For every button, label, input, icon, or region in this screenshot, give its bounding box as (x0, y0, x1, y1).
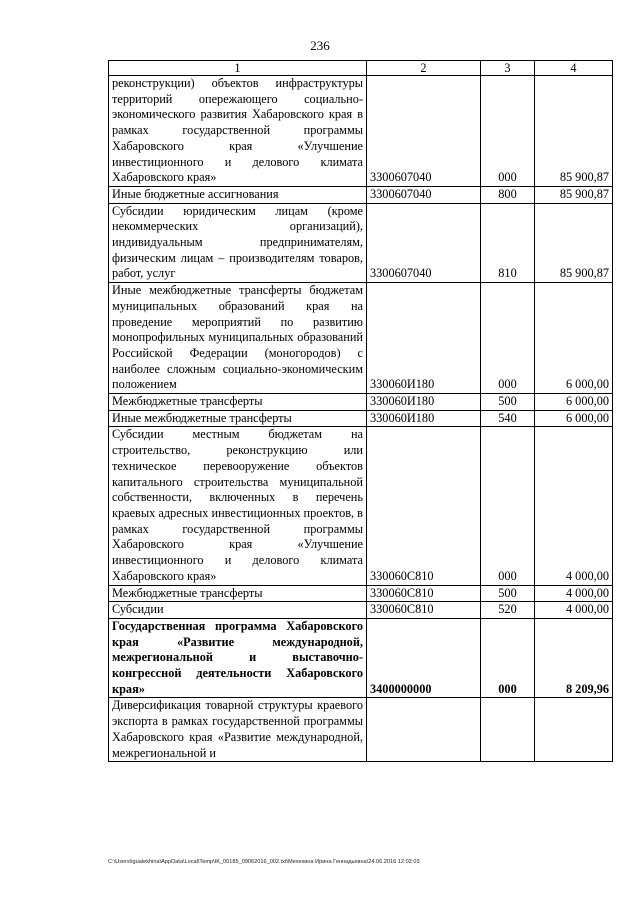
table-header-row (109, 61, 613, 76)
row-code: 3400000000 (367, 618, 481, 698)
row-name: реконструкции) объектов инфраструктуры территорий опережающего социально-экономического развития Хабаровского края в рамках государственной программы Хабаровского края «Улучшение инвестиционного и делового климата Хабаровского края» (109, 76, 367, 187)
row-expense-type (481, 698, 535, 762)
row-name: Субсидии (109, 602, 367, 619)
table-row (109, 76, 613, 187)
row-amount: 8 209,96 (535, 618, 613, 698)
row-code: 330060С810 (367, 427, 481, 585)
table-row (109, 283, 613, 394)
header-col-4: 4 (535, 61, 613, 76)
row-amount: 4 000,00 (535, 602, 613, 619)
budget-table (108, 60, 613, 762)
row-expense-type: 810 (481, 203, 535, 283)
row-name: Иные межбюджетные трансферты бюджетам муниципальных образований края на проведение мероприятий по развитию монопрофильных муниципальных образований Российской Федерации (моногородов) с наиболее сложным социально-экономическим положением (109, 283, 367, 394)
header-col-1: 1 (109, 61, 367, 76)
header-col-3: 3 (481, 61, 535, 76)
table-row (109, 410, 613, 427)
row-code: 330060И180 (367, 283, 481, 394)
table-row (109, 186, 613, 203)
row-expense-type: 800 (481, 186, 535, 203)
row-amount: 6 000,00 (535, 283, 613, 394)
table-row (109, 394, 613, 411)
row-code: 3300607040 (367, 203, 481, 283)
row-name: Субсидии местным бюджетам на строительство, реконструкцию или техническое перевооружение объектов капитального строительства муниципальной собственности, включенных в перечень краевых адресных инвестиционных проектов, в рамках государственной программы Хабаровского края «Улучшение инвестиционного и делового климата Хабаровского края» (109, 427, 367, 585)
row-name: Иные бюджетные ассигнования (109, 186, 367, 203)
row-name: Межбюджетные трансферты (109, 394, 367, 411)
row-expense-type: 540 (481, 410, 535, 427)
row-amount: 85 900,87 (535, 76, 613, 187)
row-amount (535, 698, 613, 762)
row-expense-type: 000 (481, 76, 535, 187)
row-code (367, 698, 481, 762)
page-number: 236 (310, 38, 330, 53)
row-name: Субсидии юридическим лицам (кроме некоммерческих организаций), индивидуальным предпринимателям, физическим лицам – производителям товаров, работ, услуг (109, 203, 367, 283)
row-amount: 6 000,00 (535, 394, 613, 411)
row-amount: 4 000,00 (535, 585, 613, 602)
row-code: 3300607040 (367, 76, 481, 187)
row-expense-type: 000 (481, 618, 535, 698)
row-expense-type: 520 (481, 602, 535, 619)
row-amount: 85 900,87 (535, 186, 613, 203)
row-code: 3300607040 (367, 186, 481, 203)
table-row (109, 698, 613, 762)
row-code: 330060С810 (367, 602, 481, 619)
row-amount: 85 900,87 (535, 203, 613, 283)
header-col-2: 2 (367, 61, 481, 76)
row-amount: 4 000,00 (535, 427, 613, 585)
table-row (109, 585, 613, 602)
row-code: 330060И180 (367, 410, 481, 427)
row-code: 330060С810 (367, 585, 481, 602)
table-row (109, 203, 613, 283)
row-expense-type: 500 (481, 585, 535, 602)
row-code: 330060И180 (367, 394, 481, 411)
row-expense-type: 500 (481, 394, 535, 411)
row-name: Диверсификация товарной структуры краевого экспорта в рамках государственной программы Хабаровского края «Развитие международной, межрегиональной и (109, 698, 367, 762)
row-name: Иные межбюджетные трансферты (109, 410, 367, 427)
row-amount: 6 000,00 (535, 410, 613, 427)
row-name: Государственная программа Хабаровского края «Развитие международной, межрегиональной и выставочно-конгрессной деятельности Хабаровского края» (109, 618, 367, 698)
row-expense-type: 000 (481, 283, 535, 394)
file-path-footer: C:\Users\igualekhina\AppData\Local\Temp\IK_00185_09062016_002.txt\Мехехина Ирина Геннадьевна\24.06.2016 12:02:03 (108, 859, 420, 865)
table-row-program (109, 618, 613, 698)
table-row (109, 602, 613, 619)
row-name: Межбюджетные трансферты (109, 585, 367, 602)
row-expense-type: 000 (481, 427, 535, 585)
table-row (109, 427, 613, 585)
